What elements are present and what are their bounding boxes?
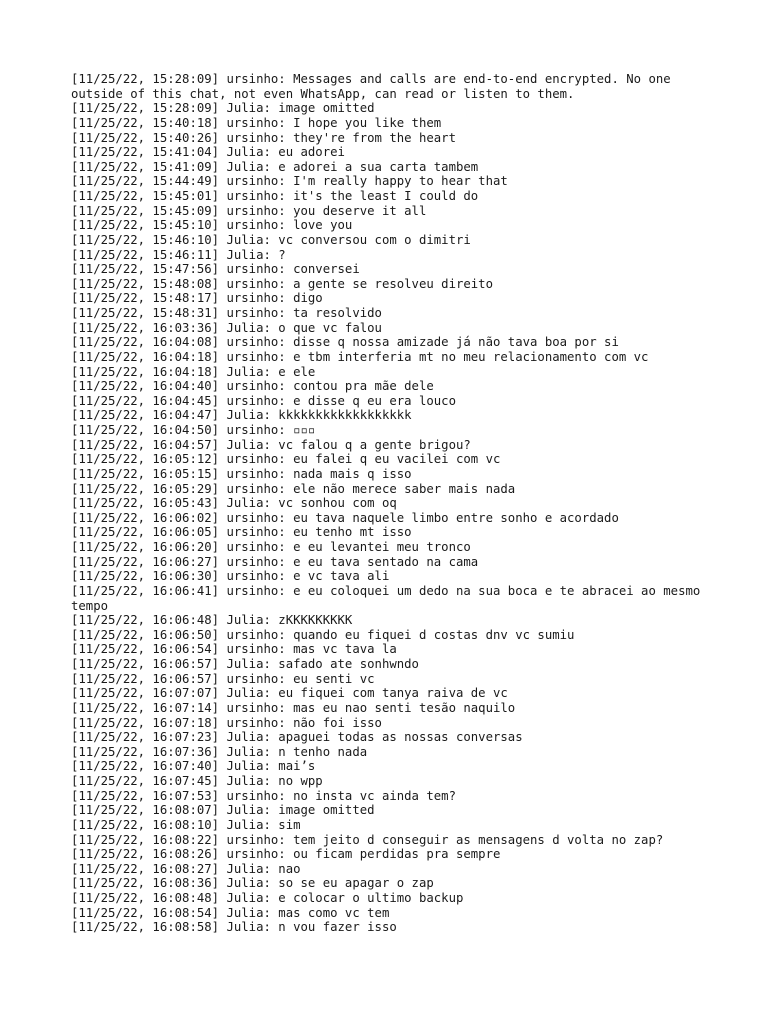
chat-message-line: [11/25/22, 15:28:09] Julia: image omitted: [71, 101, 375, 116]
chat-message-line: [11/25/22, 15:46:11] Julia: ?: [71, 247, 286, 262]
chat-message-line: [11/25/22, 15:48:31] ursinho: ta resolvido: [71, 306, 382, 320]
chat-message-line: [11/25/22, 16:07:23] Julia: apaguei todas as nossas conversas: [71, 730, 523, 745]
chat-message-line: [11/25/22, 15:41:04] Julia: eu adorei: [71, 145, 345, 160]
chat-message-line: [11/25/22, 16:04:45] ursinho: e disse q eu era louco: [71, 393, 456, 408]
chat-message-line: [11/25/22, 16:06:48] Julia: zKKKKKKKKK: [71, 613, 353, 628]
chat-message-line: [11/25/22, 16:06:54] ursinho: mas vc tava la: [71, 642, 397, 657]
chat-message-line: [11/25/22, 15:41:09] Julia: e adorei a sua carta tambem: [71, 159, 479, 174]
chat-message-line: [11/25/22, 15:47:56] ursinho: conversei: [71, 262, 360, 277]
chat-message-line: [11/25/22, 16:07:40] Julia: mai’s: [71, 759, 316, 774]
chat-message-line: [11/25/22, 16:05:29] ursinho: ele não merece saber mais nada: [71, 481, 516, 496]
chat-message-line: [11/25/22, 16:03:36] Julia: o que vc falou: [71, 320, 382, 335]
chat-message-line: [11/25/22, 16:05:43] Julia: vc sonhou com oq: [71, 496, 397, 511]
chat-message-line: [11/25/22, 16:06:02] ursinho: eu tava naquele limbo entre sonho e acordado: [71, 510, 619, 525]
chat-message-line: [11/25/22, 16:04:40] ursinho: contou pra mãe dele: [71, 379, 434, 394]
chat-message-line: [11/25/22, 15:28:09] ursinho: Messages and calls are end-to-end encrypted. No one outside of this chat, not even WhatsApp, can read or listen to them.: [71, 72, 679, 101]
chat-message-line: [11/25/22, 16:08:10] Julia: sim: [71, 817, 301, 832]
chat-message-line: [11/25/22, 16:07:14] ursinho: mas eu nao senti tesão naquilo: [71, 700, 516, 715]
chat-message-line: [11/25/22, 16:06:27] ursinho: e eu tava sentado na cama: [71, 554, 479, 569]
chat-message-line: [11/25/22, 16:08:27] Julia: nao: [71, 861, 301, 876]
chat-message-line: [11/25/22, 16:07:18] ursinho: não foi isso: [71, 715, 382, 730]
chat-message-line: [11/25/22, 16:07:45] Julia: no wpp: [71, 774, 323, 788]
chat-message-line: [11/25/22, 15:44:49] ursinho: I'm really happy to hear that: [71, 174, 508, 189]
chat-message-line: [11/25/22, 15:45:09] ursinho: you deserve it all: [71, 203, 427, 218]
chat-message-line: [11/25/22, 15:48:17] ursinho: digo: [71, 291, 323, 306]
chat-message-line: [11/25/22, 15:48:08] ursinho: a gente se resolveu direito: [71, 276, 493, 291]
chat-message-line: [11/25/22, 15:46:10] Julia: vc conversou com o dimitri: [71, 232, 471, 247]
chat-message-line: [11/25/22, 16:08:07] Julia: image omitted: [71, 803, 375, 818]
chat-message-line: [11/25/22, 16:08:58] Julia: n vou fazer isso: [71, 920, 397, 935]
chat-message-line: [11/25/22, 16:06:41] ursinho: e eu coloquei um dedo na sua boca e te abracei ao mesmo tempo: [71, 583, 708, 613]
chat-message-line: [11/25/22, 16:08:48] Julia: e colocar o ultimo backup: [71, 891, 464, 905]
chat-message-line: [11/25/22, 16:06:20] ursinho: e eu levantei meu tronco: [71, 540, 471, 554]
chat-message-line: [11/25/22, 16:07:07] Julia: eu fiquei com tanya raiva de vc: [71, 686, 508, 701]
chat-message-line: [11/25/22, 16:04:47] Julia: kkkkkkkkkkkkkkkkkk: [71, 408, 412, 423]
chat-message-line: [11/25/22, 16:05:12] ursinho: eu falei q eu vacilei com vc: [71, 452, 501, 467]
chat-message-line: [11/25/22, 16:06:30] ursinho: e vc tava ali: [71, 569, 390, 584]
chat-message-line: [11/25/22, 16:04:57] Julia: vc falou q a gente brigou?: [71, 437, 471, 452]
chat-export-page: [71, 72, 708, 935]
chat-message-line: [11/25/22, 16:08:36] Julia: so se eu apagar o zap: [71, 876, 434, 891]
chat-message-line: [11/25/22, 16:08:54] Julia: mas como vc tem: [71, 905, 390, 920]
chat-message-line: [11/25/22, 16:04:18] ursinho: e tbm interferia mt no meu relacionamento com vc: [71, 349, 649, 364]
chat-message-line: [11/25/22, 15:45:01] ursinho: it's the least I could do: [71, 189, 479, 203]
chat-message-line: [11/25/22, 16:04:08] ursinho: disse q nossa amizade já não tava boa por si: [71, 335, 619, 350]
chat-message-line: [11/25/22, 16:06:50] ursinho: quando eu fiquei d costas dnv vc sumiu: [71, 627, 575, 642]
chat-message-line: [11/25/22, 15:40:26] ursinho: they're from the heart: [71, 130, 456, 145]
chat-message-line: [11/25/22, 16:08:22] ursinho: tem jeito d conseguir as mensagens d volta no zap?: [71, 832, 664, 847]
chat-message-line: [11/25/22, 16:05:15] ursinho: nada mais q isso: [71, 466, 412, 481]
chat-message-line: [11/25/22, 16:07:36] Julia: n tenho nada: [71, 744, 368, 759]
chat-message-line: [11/25/22, 16:04:18] Julia: e ele: [71, 364, 316, 379]
chat-message-line: [11/25/22, 15:40:18] ursinho: I hope you like them: [71, 115, 442, 130]
chat-message-line: [11/25/22, 16:06:57] Julia: safado ate sonhwndo: [71, 657, 419, 671]
chat-message-line: [11/25/22, 16:04:50] ursinho: ▫▫▫: [71, 423, 316, 437]
chat-message-line: [11/25/22, 16:06:57] ursinho: eu senti vc: [71, 671, 375, 686]
chat-message-line: [11/25/22, 16:07:53] ursinho: no insta vc ainda tem?: [71, 788, 456, 803]
chat-message-line: [11/25/22, 15:45:10] ursinho: love you: [71, 218, 353, 233]
chat-message-line: [11/25/22, 16:08:26] ursinho: ou ficam perdidas pra sempre: [71, 847, 501, 862]
chat-log: [71, 72, 708, 935]
chat-message-line: [11/25/22, 16:06:05] ursinho: eu tenho mt isso: [71, 525, 412, 540]
